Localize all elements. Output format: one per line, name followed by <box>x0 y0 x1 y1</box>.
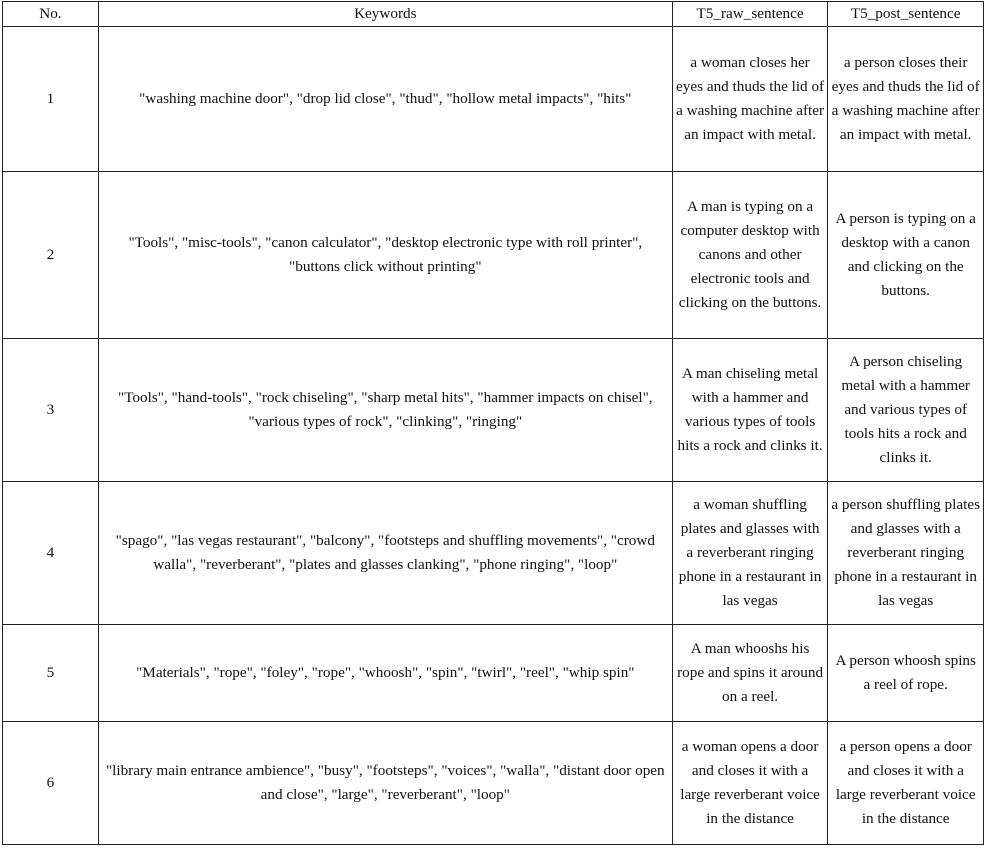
header-no: No. <box>3 2 99 27</box>
table-row <box>3 339 984 482</box>
row-number: 2 <box>3 172 99 339</box>
header-keywords: Keywords <box>98 2 672 27</box>
row-post-sentence: a person opens a door and closes it with a large reverberant voice in the distance <box>828 722 984 845</box>
row-post-sentence: A person chiseling metal with a hammer and various types of tools hits a rock and clinks it. <box>828 339 984 482</box>
table-row <box>3 27 984 172</box>
table-row <box>3 482 984 625</box>
row-keywords: "Materials", "rope", "foley", "rope", "whoosh", "spin", "twirl", "reel", "whip spin" <box>98 625 672 722</box>
row-raw-sentence: A man chiseling metal with a hammer and various types of tools hits a rock and clinks it. <box>672 339 828 482</box>
row-post-sentence: a person closes their eyes and thuds the lid of a washing machine after an impact with metal. <box>828 27 984 172</box>
row-number: 3 <box>3 339 99 482</box>
row-post-sentence: A person is typing on a desktop with a canon and clicking on the buttons. <box>828 172 984 339</box>
row-raw-sentence: a woman opens a door and closes it with a large reverberant voice in the distance <box>672 722 828 845</box>
header-raw-sentence: T5_raw_sentence <box>672 2 828 27</box>
row-raw-sentence: a woman shuffling plates and glasses with a reverberant ringing phone in a restaurant in las vegas <box>672 482 828 625</box>
row-post-sentence: a person shuffling plates and glasses with a reverberant ringing phone in a restaurant in las vegas <box>828 482 984 625</box>
row-number: 6 <box>3 722 99 845</box>
results-table <box>2 1 984 845</box>
row-raw-sentence: A man whooshs his rope and spins it around on a reel. <box>672 625 828 722</box>
row-keywords: "washing machine door", "drop lid close", "thud", "hollow metal impacts", "hits" <box>98 27 672 172</box>
row-post-sentence: A person whoosh spins a reel of rope. <box>828 625 984 722</box>
table-row <box>3 172 984 339</box>
row-raw-sentence: A man is typing on a computer desktop with canons and other electronic tools and clicking on the buttons. <box>672 172 828 339</box>
table-row <box>3 625 984 722</box>
row-keywords: "Tools", "misc-tools", "canon calculator", "desktop electronic type with roll printer", "buttons click without printing" <box>98 172 672 339</box>
row-number: 4 <box>3 482 99 625</box>
row-keywords: "library main entrance ambience", "busy", "footsteps", "voices", "walla", "distant door open and close", "large", "reverberant", "loop" <box>98 722 672 845</box>
row-keywords: "Tools", "hand-tools", "rock chiseling", "sharp metal hits", "hammer impacts on chisel", "various types of rock", "clinking", "ringing" <box>98 339 672 482</box>
header-row <box>3 2 984 27</box>
row-number: 5 <box>3 625 99 722</box>
row-number: 1 <box>3 27 99 172</box>
row-keywords: "spago", "las vegas restaurant", "balcony", "footsteps and shuffling movements", "crowd walla", "reverberant", "plates and glasses clanking", "phone ringing", "loop" <box>98 482 672 625</box>
header-post-sentence: T5_post_sentence <box>828 2 984 27</box>
table-row <box>3 722 984 845</box>
row-raw-sentence: a woman closes her eyes and thuds the lid of a washing machine after an impact with metal. <box>672 27 828 172</box>
